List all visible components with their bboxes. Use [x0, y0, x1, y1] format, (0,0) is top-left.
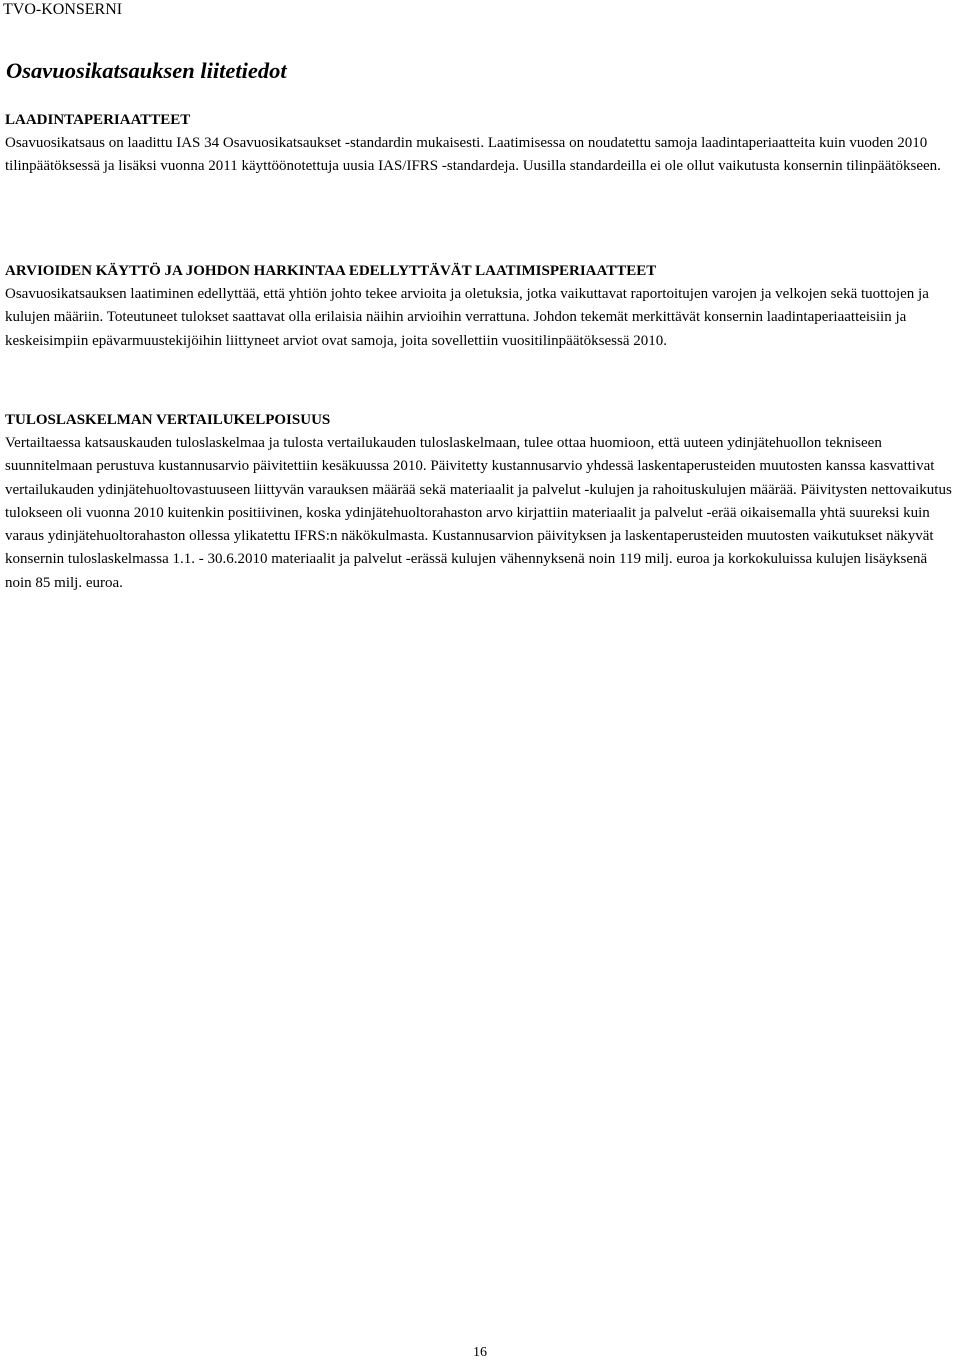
section-accounting-principles — [5, 109, 957, 179]
section-body: Vertailtaessa katsauskauden tuloslaskelmaa ja tulosta vertailukauden tuloslaskelmaan, tulee ottaa huomioon, että uuteen ydinjätehuollon tekniseen suunnitelmaan perustuva kustannusarvio päivitettiin kesäkuussa 2010. Päivitetty kustannusarvio yhdessä laskentaperusteiden muutosten kanssa kasvattivat vertailukauden ydinjätehuoltovastuuseen liittyvän varauksen määrää sekä materiaalit ja palvelut -kulujen ja rahoituskulujen määrää. Päivitysten nettovaikutus tulokseen oli vuonna 2010 kuitenkin positiivinen, koska ydinjätehuoltorahaston arvo kirjattiin materiaalit ja palvelut -erää oikaisemalla yhtä suureksi kuin varaus ydinjätehuoltorahaston ollessa ylikatettu IFRS:n näkökulmasta. Kustannusarvion päivityksen ja laskentaperusteiden muutosten vaikutukset näkyvät konsernin tuloslaskelmassa 1.1. - 30.6.2010 materiaalit ja palvelut -erässä kulujen vähennyksenä noin 119 milj. euroa ja korkokuluissa kulujen lisäyksenä noin 85 milj. euroa. — [5, 435, 952, 591]
page-number: 16 — [473, 1345, 487, 1360]
section-body: Osavuosikatsauksen laatiminen edellyttää, että yhtiön johto tekee arvioita ja oletuksia, jotka vaikuttavat raportoitujen varojen ja velkojen sekä tuottojen ja kulujen määriin. Toteutuneet tulokset saattavat olla erilaisia näihin arvioihin verrattuna. Johdon tekemät merkittävät konsernin laadintaperiaatteisiin ja keskeisimpiin epävarmuustekijöihin liittyneet arviot ovat samoja, joita sovellettiin vuositilinpäätöksessä 2010. — [5, 286, 929, 349]
section-heading: TULOSLASKELMAN VERTAILUKELPOISUUS — [5, 412, 331, 428]
section-estimates-judgements — [5, 260, 957, 353]
section-body: Osavuosikatsaus on laadittu IAS 34 Osavuosikatsaukset -standardin mukaisesti. Laatimisessa on noudatettu samoja laadintaperiaatteita kuin vuoden 2010 tilinpäätöksessä ja lisäksi vuonna 2011 käyttöönotettuja uusia IAS/IFRS -standardeja. Uusilla standardeilla ei ole ollut vaikutusta konsernin tilinpäätökseen. — [5, 135, 941, 175]
section-heading: LAADINTAPERIAATTEET — [5, 112, 191, 128]
section-heading: ARVIOIDEN KÄYTTÖ JA JOHDON HARKINTAA EDELLYTTÄVÄT LAATIMISPERIAATTEET — [5, 263, 657, 279]
section-income-statement-comparability — [5, 409, 957, 595]
company-name: TVO-KONSERNI — [3, 1, 123, 18]
page-title: Osavuosikatsauksen liitetiedot — [6, 58, 287, 83]
